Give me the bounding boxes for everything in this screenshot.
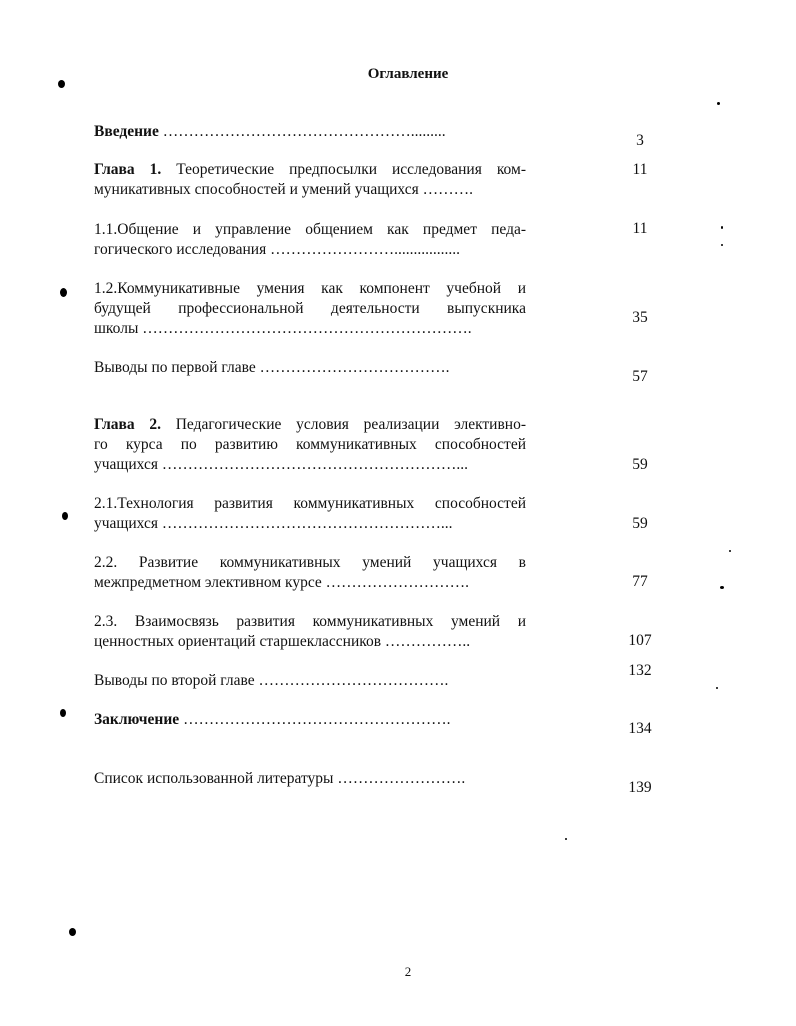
toc-entry-conclusion[interactable]	[94, 710, 526, 730]
toc-entry-chapter-1[interactable]	[94, 160, 526, 200]
page-title: Оглавление	[367, 66, 449, 82]
toc-line: 1.2.Коммуникативные умения как компонент учебной и	[94, 280, 526, 297]
toc-line: межпредметном элективном курсе ……………………….	[94, 574, 470, 591]
toc-line: будущей профессиональной деятельности выпускника	[94, 300, 526, 317]
toc-line: школы ……………………………………………………….	[94, 320, 472, 337]
toc-page-number: 59	[632, 456, 648, 473]
toc-line	[94, 710, 526, 730]
toc-page-number: 134	[628, 720, 652, 737]
toc-entry-section-1-1[interactable]	[94, 220, 526, 260]
toc-bold-label: Глава 2.	[94, 416, 162, 433]
toc-line: учащихся ………………………………………………...	[94, 515, 453, 532]
toc-page-number: 139	[628, 779, 652, 796]
toc-line-text: Педагогические условия реализации элективно-	[161, 416, 526, 433]
toc-page-number: 57	[632, 368, 648, 385]
toc-entry-bibliography[interactable]	[94, 769, 526, 789]
toc-entry-introduction[interactable]	[94, 122, 526, 142]
toc-line: 1.1.Общение и управление общением как предмет педа-	[94, 221, 526, 238]
scan-speck	[69, 928, 76, 936]
toc-page-number: 3	[636, 132, 644, 149]
scan-speck	[729, 550, 731, 552]
toc-line: учащихся …………………………………………………...	[94, 456, 468, 473]
toc-page-number: 35	[632, 309, 648, 326]
toc-line: 2.1.Технология развития коммуникативных способностей	[94, 495, 526, 512]
toc-leader: ………………………………………….........	[158, 123, 446, 140]
toc-page-number: 132	[628, 662, 652, 679]
toc-line: Список использованной литературы …………………….	[94, 770, 466, 787]
toc-page-number: 59	[632, 515, 648, 532]
toc-entry-section-1-2[interactable]	[94, 279, 526, 339]
toc-line: Выводы по первой главе ……………………………….	[94, 359, 450, 376]
toc-line: ценностных ориентаций старшеклассников ……………..	[94, 633, 471, 650]
toc-bold-label: Заключение	[94, 711, 180, 728]
footer-page-number: 2	[404, 964, 412, 979]
toc-line: 2.3. Взаимосвязь развития коммуникативных умений и	[94, 613, 526, 630]
toc-page-number: 11	[632, 220, 648, 237]
toc-bold-label: Глава 1.	[94, 161, 162, 178]
toc-page-number: 11	[632, 161, 648, 178]
scan-speck	[721, 244, 723, 246]
toc-line-text: Теоретические предпосылки исследования ком-	[161, 161, 526, 178]
toc-entry-chapter-2[interactable]	[94, 415, 526, 475]
toc-bold-label: Введение	[94, 123, 159, 140]
toc-entry-section-2-1[interactable]	[94, 494, 526, 534]
toc-entry-conclusions-chapter-2[interactable]	[94, 671, 526, 691]
toc-page-number: 77	[632, 573, 648, 590]
toc-line: муникативных способностей и умений учащихся ……….	[94, 181, 473, 198]
toc-entry-section-2-2[interactable]	[94, 553, 526, 593]
toc-line: го курса по развитию коммуникативных способностей	[94, 436, 526, 453]
scan-speck	[58, 80, 65, 88]
scan-speck	[60, 288, 67, 297]
scan-speck	[720, 586, 724, 589]
toc-line	[94, 160, 526, 180]
toc-line: 2.2. Развитие коммуникативных умений учащихся в	[94, 554, 526, 571]
toc-line	[94, 122, 526, 142]
scan-speck	[565, 838, 567, 840]
toc-page-number: 107	[628, 632, 652, 649]
scan-speck	[717, 102, 720, 105]
toc-entry-section-2-3[interactable]	[94, 612, 526, 652]
scan-speck	[62, 512, 68, 520]
scan-speck	[60, 709, 66, 717]
toc-leader: …………………………………………….	[179, 711, 451, 728]
toc-line: гогического исследования …………………….................	[94, 241, 460, 258]
toc-line	[94, 415, 526, 435]
scan-speck	[716, 687, 718, 689]
toc-entry-conclusions-chapter-1[interactable]	[94, 358, 526, 378]
scan-speck	[721, 226, 723, 229]
toc-line: Выводы по второй главе ……………………………….	[94, 672, 449, 689]
